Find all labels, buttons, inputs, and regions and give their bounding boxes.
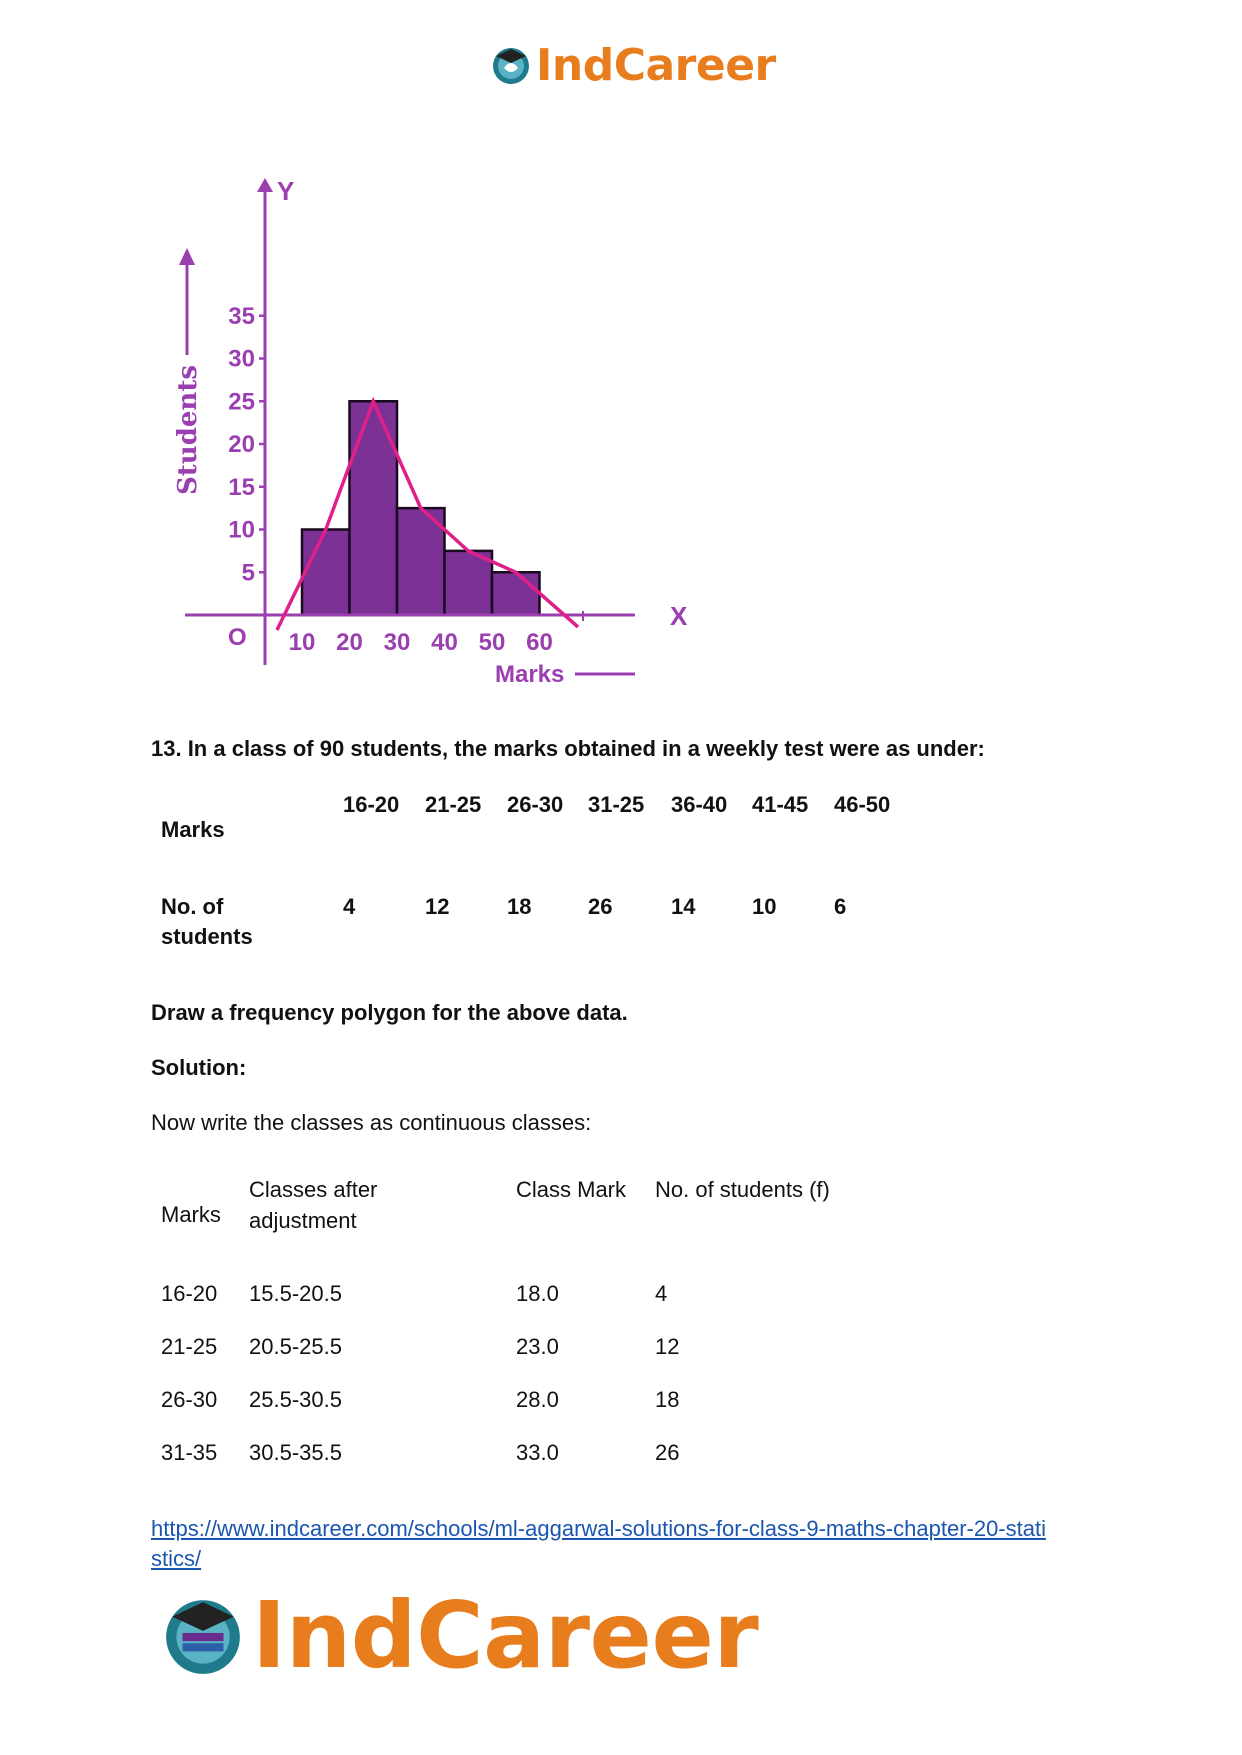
histogram-bar [350, 401, 398, 615]
table-header-students: No. of students (f) [655, 1177, 830, 1202]
y-tick-label: 10 [228, 516, 255, 544]
table-cell-frequency: 12 [655, 1334, 680, 1359]
table-cell-classes: 25.5-30.5 [249, 1387, 342, 1412]
x-axis-label: Marks [495, 661, 565, 688]
graduation-globe-icon [160, 1592, 246, 1678]
table-cell-marks: 21-25 [161, 1334, 218, 1359]
question-instruction: Draw a frequency polygon for the above data. [151, 1000, 628, 1025]
histogram-bar [445, 551, 493, 615]
table-cell-marks: 31-35 [161, 1440, 218, 1465]
table-cell-classes: 30.5-35.5 [249, 1440, 342, 1465]
table-cell-students: 12 [425, 894, 450, 919]
table-cell-class-mark: 23.0 [516, 1334, 559, 1359]
source-link-line1[interactable]: https://www.indcareer.com/schools/ml-aggarwal-solutions-for-class-9-maths-chapter-20-stati [151, 1516, 1046, 1541]
y-tick-label: 35 [228, 302, 255, 330]
table-cell-class-mark: 28.0 [516, 1387, 559, 1412]
question-title: 13. In a class of 90 students, the marks obtained in a weekly test were as under: [151, 736, 985, 761]
table-header-classes-line2: adjustment [249, 1208, 357, 1233]
histogram-bar [492, 572, 540, 615]
source-link-line2[interactable]: stics/ [151, 1546, 202, 1571]
x-axis-letter: X [670, 601, 688, 631]
table-cell-class-mark: 18.0 [516, 1281, 559, 1306]
header-logo [490, 40, 776, 90]
y-axis-letter: Y [277, 176, 295, 206]
solution-heading: Solution: [151, 1055, 247, 1080]
table-cell-frequency: 4 [655, 1281, 668, 1306]
table-row-header-marks: Marks [161, 817, 225, 842]
table-cell-frequency: 26 [655, 1440, 680, 1465]
footer-logo-text: IndCareer [252, 1581, 759, 1689]
table-cell-marks: 41-45 [752, 792, 809, 817]
histogram-chart [150, 170, 710, 700]
y-tick-label: 20 [228, 431, 255, 458]
x-tick-label: 40 [431, 629, 458, 656]
x-tick-label: 50 [478, 629, 506, 656]
table-header-classes-line1: Classes after [249, 1177, 378, 1202]
table-row-header-students-line2: students [161, 924, 253, 949]
x-tick-label: 30 [383, 629, 411, 656]
x-tick-label: 20 [336, 629, 363, 656]
table-cell-marks: 16-20 [343, 792, 400, 817]
table-cell-marks: 31-25 [588, 792, 645, 817]
table-cell-students: 18 [507, 894, 532, 919]
table-cell-students: 4 [343, 894, 356, 919]
table-row-header-students-line1: No. of [161, 894, 224, 919]
table-header-marks: Marks [161, 1202, 221, 1227]
y-tick-label: 30 [228, 345, 255, 373]
y-axis-label: Students [173, 365, 203, 495]
y-axis-arrow [257, 178, 273, 192]
footer-logo [160, 1580, 758, 1690]
table-cell-marks: 16-20 [161, 1281, 218, 1306]
table-cell-marks: 46-50 [834, 792, 891, 817]
solution-intro: Now write the classes as continuous classes: [151, 1110, 592, 1135]
table-cell-students: 14 [671, 894, 696, 919]
table-cell-marks: 26-30 [161, 1387, 218, 1412]
table-cell-class-mark: 33.0 [516, 1440, 559, 1465]
table-cell-students: 10 [752, 894, 777, 919]
table-header-class-mark: Class Mark [516, 1177, 627, 1202]
origin-label: O [228, 624, 247, 651]
y-label-arrow-head [179, 248, 195, 265]
table-cell-marks: 36-40 [671, 792, 728, 817]
histogram-bar [302, 530, 350, 616]
y-tick-label: 15 [228, 473, 255, 501]
table-cell-classes: 15.5-20.5 [249, 1281, 342, 1306]
table-cell-marks: 21-25 [425, 792, 482, 817]
table-cell-marks: 26-30 [507, 792, 564, 817]
graduation-globe-icon [490, 44, 532, 86]
header-logo-text: IndCareer [536, 39, 776, 91]
table-cell-frequency: 18 [655, 1387, 680, 1412]
table-cell-classes: 20.5-25.5 [249, 1334, 342, 1359]
table-cell-students: 26 [588, 894, 613, 919]
x-tick-label: 10 [288, 629, 316, 656]
y-tick-label: 25 [228, 388, 255, 416]
x-tick-label: 60 [526, 629, 553, 656]
y-tick-label: 5 [241, 559, 255, 587]
table-cell-students: 6 [834, 894, 847, 919]
source-link[interactable] [151, 1514, 1091, 1574]
